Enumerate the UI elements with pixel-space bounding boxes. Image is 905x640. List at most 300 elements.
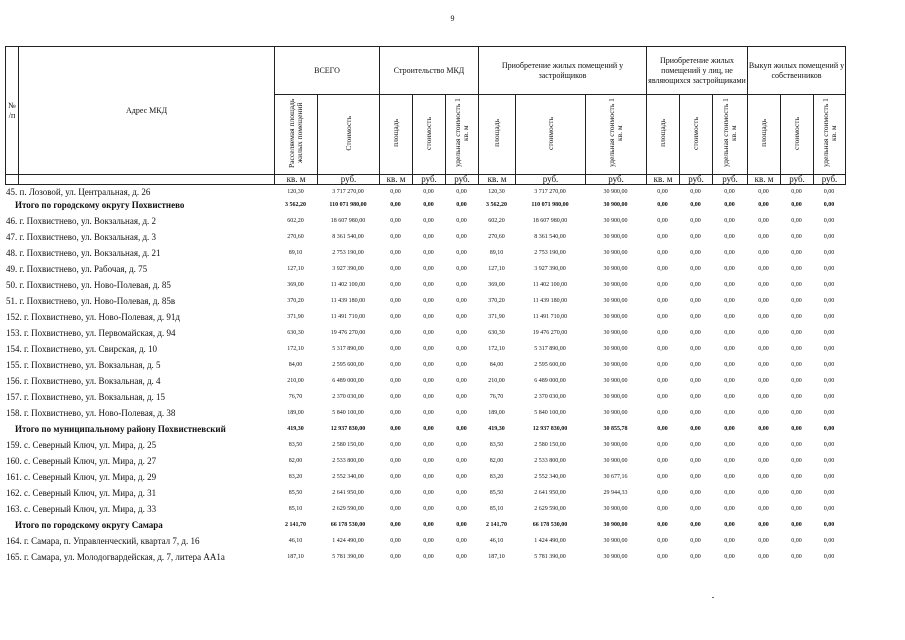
value-cell: 0,00 — [758, 330, 769, 336]
value-cell: 0,00 — [657, 490, 668, 496]
value-cell: 0,00 — [456, 362, 467, 368]
address-cell — [5, 501, 274, 517]
value-cell: 0,00 — [690, 282, 701, 288]
value-cell: 0,00 — [657, 218, 668, 224]
value-cell: 0,00 — [724, 474, 735, 480]
value-cell: 18 607 980,00 — [330, 218, 366, 224]
value-cell: 0,00 — [791, 442, 802, 448]
value-cell: 0,00 — [657, 346, 668, 352]
address-cell — [5, 261, 274, 277]
header-from-non-developers: Приобретение жилых помещений у лиц, не являющихся застройщиками — [647, 47, 748, 95]
value-cell: 0,00 — [791, 554, 802, 560]
value-cell: 0,00 — [791, 282, 802, 288]
unit-sqm: кв. м — [380, 175, 413, 185]
value-cell: 0,00 — [823, 202, 835, 208]
value-cell: 66 178 530,00 — [532, 522, 568, 528]
value-cell: 270,60 — [488, 234, 505, 240]
address-cell — [5, 405, 274, 421]
value-cell: 0,00 — [791, 538, 802, 544]
address-text: п. Лозовой, ул. Центральная, д. 26 — [19, 187, 151, 197]
value-cell: 66 178 530,00 — [330, 522, 366, 528]
unit-rub: руб. — [446, 175, 479, 185]
value-cell: 46,10 — [489, 538, 504, 544]
value-cell: 0,00 — [724, 266, 735, 272]
value-cell: 0,00 — [823, 266, 835, 272]
value-cell: 0,00 — [823, 554, 835, 560]
value-cell: 83,20 — [288, 474, 303, 480]
address-cell — [5, 213, 274, 229]
value-cell: 0,00 — [657, 330, 668, 336]
value-cell: 0,00 — [791, 218, 802, 224]
value-cell: 0,00 — [791, 410, 802, 416]
value-cell: 0,00 — [758, 250, 769, 256]
value-cell: 0,00 — [657, 378, 668, 384]
value-cell: 30 900,00 — [603, 330, 628, 336]
value-cell: 0,00 — [657, 250, 668, 256]
value-cell: 270,60 — [287, 234, 304, 240]
value-cell: 19 476 270,00 — [330, 330, 366, 336]
table-row — [5, 293, 845, 309]
value-cell: 0,00 — [758, 410, 769, 416]
value-cell: 46,10 — [288, 538, 303, 544]
table-row — [5, 325, 845, 341]
value-cell: 0,00 — [690, 490, 701, 496]
value-cell: 8 361 540,00 — [332, 234, 364, 240]
value-cell: 0,00 — [390, 506, 401, 512]
value-cell: 0,00 — [657, 442, 668, 448]
value-cell: 0,00 — [690, 330, 701, 336]
value-cell: 0,00 — [791, 314, 802, 320]
value-cell: 0,00 — [423, 330, 434, 336]
value-cell: 2 552 340,00 — [534, 474, 566, 480]
value-cell: 30 900,00 — [603, 442, 628, 448]
value-cell: 76,70 — [288, 394, 303, 400]
value-cell: 11 491 710,00 — [330, 314, 366, 320]
table-row — [5, 341, 845, 357]
value-cell: 30 855,78 — [603, 426, 628, 432]
value-cell: 0,00 — [657, 314, 668, 320]
value-cell: 0,00 — [823, 490, 835, 496]
row-number: 153. — [6, 328, 22, 338]
value-cell: 187,10 — [287, 554, 304, 560]
row-number: 45. — [6, 187, 18, 197]
value-cell: 0,00 — [791, 458, 802, 464]
data-table-body — [5, 187, 845, 565]
value-cell: 0,00 — [456, 442, 467, 448]
value-cell: 12 937 830,00 — [330, 426, 366, 432]
value-cell: 0,00 — [456, 490, 467, 496]
address-cell — [5, 357, 274, 373]
value-cell: 0,00 — [456, 266, 467, 272]
address-cell — [5, 373, 274, 389]
value-cell: 30 900,00 — [603, 538, 628, 544]
row-number: 49. — [6, 264, 18, 274]
value-cell: 602,20 — [488, 218, 505, 224]
value-cell: 85,10 — [288, 506, 303, 512]
value-cell: 0,00 — [690, 458, 701, 464]
value-cell: 11 491 710,00 — [532, 314, 568, 320]
row-number: 47. — [6, 232, 18, 242]
value-cell: 630,30 — [287, 330, 304, 336]
address-text: г. Похвистнево, ул. Вокзальная, д. 15 — [24, 392, 166, 402]
value-cell: 0,00 — [690, 218, 701, 224]
value-cell: 0,00 — [823, 298, 835, 304]
row-number: 164. — [6, 536, 22, 546]
value-cell: 0,00 — [724, 410, 735, 416]
value-cell: 602,20 — [287, 218, 304, 224]
value-cell: 370,20 — [488, 298, 505, 304]
value-cell: 0,00 — [390, 394, 401, 400]
value-cell: 0,00 — [423, 474, 434, 480]
value-cell: 0,00 — [823, 410, 835, 416]
value-cell: 85,10 — [489, 506, 504, 512]
header-address: Адрес МКД — [19, 47, 275, 175]
unit-rub: руб. — [318, 175, 380, 185]
value-cell: 0,00 — [456, 538, 467, 544]
table-row — [5, 373, 845, 389]
value-cell: 0,00 — [423, 490, 434, 496]
value-cell: 0,00 — [724, 330, 735, 336]
row-number: 162. — [6, 488, 22, 498]
value-cell: 0,00 — [423, 202, 434, 208]
value-cell: 0,00 — [390, 426, 401, 432]
value-cell: 0,00 — [823, 474, 835, 480]
value-cell: 30 900,00 — [603, 189, 628, 195]
value-cell: 30 900,00 — [603, 522, 628, 528]
value-cell: 30 677,16 — [603, 474, 628, 480]
value-cell: 0,00 — [724, 538, 735, 544]
value-cell: 0,00 — [758, 266, 769, 272]
address-cell — [5, 309, 274, 325]
value-cell: 369,00 — [287, 282, 304, 288]
address-cell — [5, 469, 274, 485]
unit-rub: руб. — [713, 175, 748, 185]
value-cell: 369,00 — [488, 282, 505, 288]
table-row — [5, 453, 845, 469]
table-row — [5, 469, 845, 485]
value-cell: 0,00 — [657, 522, 668, 528]
unit-rub: руб. — [814, 175, 846, 185]
value-cell: 29 944,33 — [603, 490, 628, 496]
value-cell: 3 927 390,00 — [332, 266, 364, 272]
value-cell: 30 900,00 — [603, 410, 628, 416]
value-cell: 0,00 — [456, 554, 467, 560]
value-cell: 0,00 — [724, 189, 735, 195]
value-cell: 0,00 — [758, 189, 769, 195]
value-cell: 0,00 — [724, 218, 735, 224]
value-cell: 0,00 — [690, 202, 701, 208]
value-cell: 0,00 — [758, 218, 769, 224]
unit-cell — [6, 175, 19, 185]
value-cell: 0,00 — [724, 314, 735, 320]
value-cell: 30 900,00 — [603, 554, 628, 560]
table-row — [5, 277, 845, 293]
value-cell: 83,50 — [288, 442, 303, 448]
address-text: г. Похвистнево, ул. Первомайская, д. 94 — [24, 328, 176, 338]
value-cell: 30 900,00 — [603, 458, 628, 464]
value-cell: 0,00 — [423, 314, 434, 320]
value-cell: 0,00 — [456, 458, 467, 464]
value-cell: 0,00 — [657, 202, 668, 208]
unit-rub: руб. — [586, 175, 647, 185]
header-cost: стоимость — [516, 95, 586, 175]
address-cell — [5, 485, 274, 501]
subtotal-row — [5, 421, 845, 437]
header-unit-cost: удельная стоимость 1 кв. м — [446, 95, 479, 175]
value-cell: 0,00 — [690, 378, 701, 384]
value-cell: 0,00 — [690, 298, 701, 304]
table-row — [5, 187, 845, 197]
row-number: 158. — [6, 408, 22, 418]
header-cost: стоимость — [781, 95, 814, 175]
header-area: площадь — [647, 95, 680, 175]
value-cell: 0,00 — [724, 426, 735, 432]
value-cell: 0,00 — [390, 234, 401, 240]
value-cell: 0,00 — [724, 250, 735, 256]
value-cell: 0,00 — [823, 378, 835, 384]
value-cell: 0,00 — [423, 410, 434, 416]
value-cell: 0,00 — [657, 234, 668, 240]
value-cell: 3 562,20 — [285, 202, 306, 208]
value-cell: 0,00 — [423, 522, 434, 528]
value-cell: 0,00 — [823, 282, 835, 288]
value-cell: 371,90 — [488, 314, 505, 320]
value-cell: 5 840 100,00 — [332, 410, 364, 416]
value-cell: 30 900,00 — [603, 234, 628, 240]
value-cell: 0,00 — [456, 330, 467, 336]
value-cell: 0,00 — [758, 394, 769, 400]
value-cell: 30 900,00 — [603, 314, 628, 320]
page-number: 9 — [450, 14, 455, 23]
value-cell: 0,00 — [724, 490, 735, 496]
value-cell: 0,00 — [758, 490, 769, 496]
value-cell: 82,00 — [288, 458, 303, 464]
value-cell: 2 629 590,00 — [332, 506, 364, 512]
value-cell: 0,00 — [690, 394, 701, 400]
value-cell: 0,00 — [690, 410, 701, 416]
value-cell: 89,10 — [288, 250, 303, 256]
row-number: 157. — [6, 392, 22, 402]
value-cell: 0,00 — [690, 442, 701, 448]
address-text: г. Самара, ул. Молодогвардейская, д. 7, литера АА1а — [24, 552, 225, 562]
value-cell: 210,00 — [488, 378, 505, 384]
value-cell: 3 717 270,00 — [332, 189, 364, 195]
address-text: г. Похвистнево, ул. Свирская, д. 10 — [24, 344, 158, 354]
value-cell: 0,00 — [423, 538, 434, 544]
header-number — [6, 47, 19, 175]
value-cell: 0,00 — [423, 458, 434, 464]
header-unit-cost: удельная стоимость 1 кв. м — [586, 95, 647, 175]
value-cell: 2 580 150,00 — [332, 442, 364, 448]
row-number: 163. — [6, 504, 22, 514]
row-number: 160. — [6, 456, 22, 466]
address-cell — [5, 389, 274, 405]
value-cell: 30 900,00 — [603, 362, 628, 368]
value-cell: 0,00 — [791, 330, 802, 336]
row-number: 46. — [6, 216, 18, 226]
value-cell: 0,00 — [758, 522, 769, 528]
value-cell: 0,00 — [690, 522, 701, 528]
header-construction: Строительство МКД — [380, 47, 479, 95]
value-cell: 0,00 — [690, 346, 701, 352]
value-cell: 5 840 100,00 — [534, 410, 566, 416]
value-cell: 2 629 590,00 — [534, 506, 566, 512]
value-cell: 0,00 — [791, 346, 802, 352]
value-cell: 82,00 — [489, 458, 504, 464]
value-cell: 0,00 — [456, 410, 467, 416]
value-cell: 11 439 180,00 — [532, 298, 568, 304]
value-cell: 0,00 — [390, 266, 401, 272]
value-cell: 0,00 — [690, 538, 701, 544]
value-cell: 76,70 — [489, 394, 504, 400]
value-cell: 0,00 — [690, 234, 701, 240]
value-cell: 0,00 — [758, 506, 769, 512]
subtotal-label: Итого по городскому округу Похвистнево — [15, 200, 185, 210]
value-cell: 127,10 — [488, 266, 505, 272]
table-row — [5, 533, 845, 549]
value-cell: 0,00 — [657, 554, 668, 560]
header-cost: стоимость — [680, 95, 713, 175]
value-cell: 30 900,00 — [603, 378, 628, 384]
value-cell: 11 402 100,00 — [330, 282, 366, 288]
value-cell: 0,00 — [456, 189, 467, 195]
value-cell: 0,00 — [823, 394, 835, 400]
row-number: 48. — [6, 248, 18, 258]
table-row — [5, 389, 845, 405]
value-cell: 85,50 — [288, 490, 303, 496]
value-cell: 0,00 — [390, 218, 401, 224]
value-cell: 0,00 — [758, 346, 769, 352]
address-cell — [5, 293, 274, 309]
value-cell: 0,00 — [823, 506, 835, 512]
value-cell: 0,00 — [390, 202, 401, 208]
value-cell: 0,00 — [657, 282, 668, 288]
value-cell: 3 717 270,00 — [534, 189, 566, 195]
header-from-owners: Выкуп жилых помещений у собственников — [748, 47, 846, 95]
value-cell: 120,30 — [287, 189, 304, 195]
value-cell: 0,00 — [758, 298, 769, 304]
address-cell — [5, 229, 274, 245]
value-cell: 110 071 980,00 — [531, 202, 569, 208]
value-cell: 89,10 — [489, 250, 504, 256]
address-text: г. Похвистнево, ул. Ново-Полевая, д. 38 — [24, 408, 176, 418]
value-cell: 0,00 — [423, 362, 434, 368]
value-cell: 0,00 — [423, 234, 434, 240]
address-cell — [5, 277, 274, 293]
value-cell: 0,00 — [724, 506, 735, 512]
value-cell: 0,00 — [724, 346, 735, 352]
table-row — [5, 309, 845, 325]
table-row — [5, 229, 845, 245]
value-cell: 0,00 — [724, 522, 735, 528]
value-cell: 0,00 — [390, 554, 401, 560]
value-cell: 0,00 — [724, 554, 735, 560]
value-cell: 0,00 — [724, 282, 735, 288]
value-cell: 0,00 — [423, 218, 434, 224]
value-cell: 110 071 980,00 — [329, 202, 367, 208]
value-cell: 0,00 — [690, 362, 701, 368]
address-cell — [5, 245, 274, 261]
unit-rub: руб. — [413, 175, 446, 185]
value-cell: 0,00 — [423, 394, 434, 400]
value-cell: 5 781 390,00 — [332, 554, 364, 560]
value-cell: 0,00 — [456, 202, 467, 208]
value-cell: 0,00 — [657, 298, 668, 304]
value-cell: 0,00 — [791, 234, 802, 240]
value-cell: 11 439 180,00 — [330, 298, 366, 304]
value-cell: 30 900,00 — [603, 506, 628, 512]
row-number: 51. — [6, 296, 18, 306]
scan-artifact — [712, 597, 714, 598]
value-cell: 6 489 000,00 — [332, 378, 364, 384]
value-cell: 0,00 — [390, 346, 401, 352]
value-cell: 0,00 — [791, 378, 802, 384]
subtotal-row — [5, 517, 845, 533]
value-cell: 0,00 — [823, 218, 835, 224]
value-cell: 0,00 — [690, 474, 701, 480]
header-cost: стоимость — [413, 95, 446, 175]
value-cell: 2 370 030,00 — [332, 394, 364, 400]
value-cell: 2 753 190,00 — [534, 250, 566, 256]
value-cell: 0,00 — [423, 346, 434, 352]
value-cell: 2 533 800,00 — [332, 458, 364, 464]
address-text: г. Похвистнево, ул. Рабочая, д. 75 — [19, 264, 148, 274]
value-cell: 30 900,00 — [603, 250, 628, 256]
subtotal-label: Итого по муниципальному району Похвистневский — [15, 424, 226, 434]
value-cell: 2 641 950,00 — [534, 490, 566, 496]
value-cell: 0,00 — [423, 298, 434, 304]
address-text: г. Похвистнево, ул. Вокзальная, д. 5 — [24, 360, 161, 370]
value-cell: 0,00 — [456, 346, 467, 352]
table-row — [5, 405, 845, 421]
value-cell: 210,00 — [287, 378, 304, 384]
value-cell: 2 641 950,00 — [332, 490, 364, 496]
value-cell: 0,00 — [423, 426, 434, 432]
value-cell: 0,00 — [823, 250, 835, 256]
table-header — [5, 46, 846, 185]
address-cell — [5, 533, 274, 549]
value-cell: 0,00 — [456, 522, 467, 528]
value-cell: 12 937 830,00 — [532, 426, 568, 432]
value-cell: 2 595 600,00 — [534, 362, 566, 368]
unit-rub: руб. — [781, 175, 814, 185]
header-area: площадь — [479, 95, 516, 175]
value-cell: 3 927 390,00 — [534, 266, 566, 272]
value-cell: 0,00 — [456, 426, 467, 432]
value-cell: 0,00 — [690, 189, 701, 195]
value-cell: 0,00 — [823, 189, 835, 195]
address-text: с. Северный Ключ, ул. Мира, д. 25 — [24, 440, 157, 450]
value-cell: 0,00 — [390, 458, 401, 464]
value-cell: 0,00 — [724, 378, 735, 384]
row-number: 152. — [6, 312, 22, 322]
value-cell: 0,00 — [423, 282, 434, 288]
value-cell: 0,00 — [791, 506, 802, 512]
address-text: г. Самара, п. Управленческий, квартал 7, д. 16 — [24, 536, 200, 546]
value-cell: 2 370 030,00 — [534, 394, 566, 400]
value-cell: 0,00 — [390, 330, 401, 336]
address-text: г. Похвистнево, ул. Вокзальная, д. 21 — [19, 248, 161, 258]
value-cell: 0,00 — [823, 442, 835, 448]
value-cell: 630,30 — [488, 330, 505, 336]
table-row — [5, 357, 845, 373]
address-text: с. Северный Ключ, ул. Мира, д. 27 — [24, 456, 157, 466]
value-cell: 0,00 — [758, 442, 769, 448]
value-cell: 0,00 — [423, 554, 434, 560]
value-cell: 0,00 — [823, 522, 835, 528]
address-text: с. Северный Ключ, ул. Мира, д. 29 — [24, 472, 157, 482]
subtotal-label: Итого по городскому округу Самара — [15, 520, 163, 530]
